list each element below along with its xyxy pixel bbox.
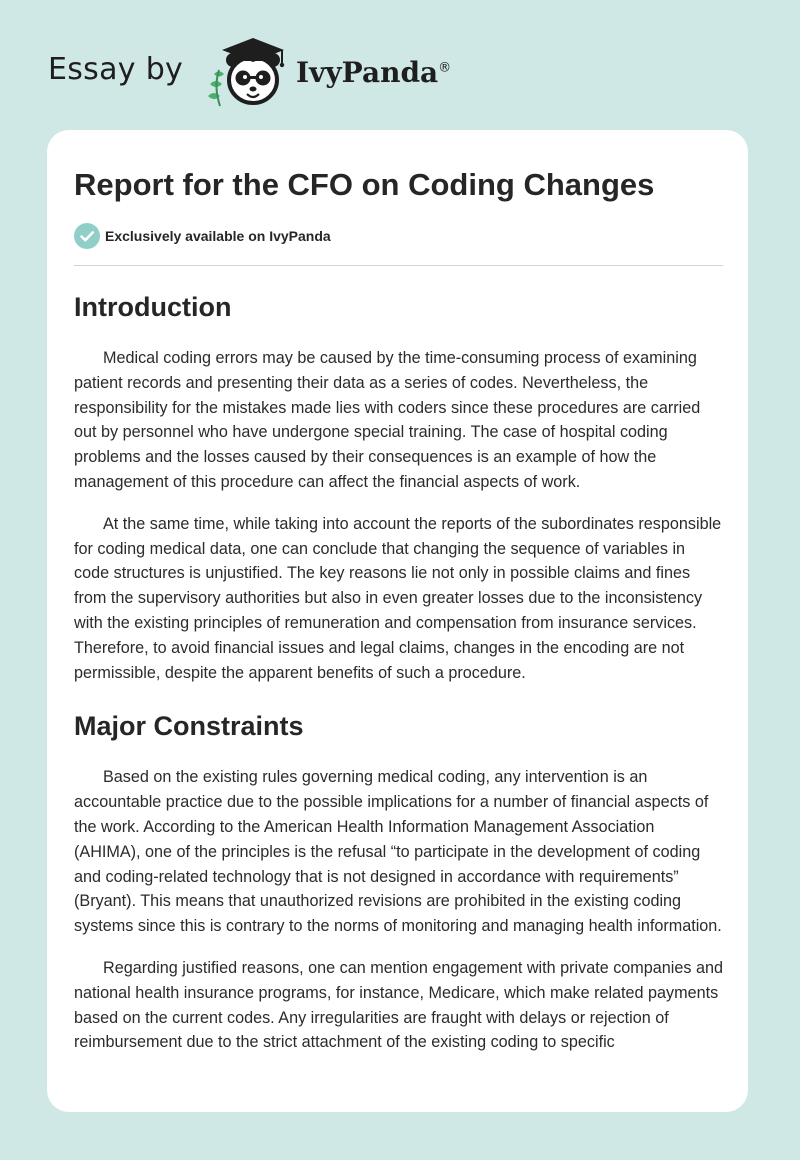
panda-graduate-logo-icon [202,34,290,110]
essay-content [74,166,724,1055]
essay-by-label: Essay by [48,52,184,87]
section-introduction [74,290,724,685]
page-title: Report for the CFO on Coding Changes [74,167,655,202]
registered-mark: ® [438,60,452,76]
check-circle-icon [74,223,100,249]
exclusive-badge [74,222,724,250]
exclusive-badge-label: Exclusively available on IvyPanda [105,228,331,244]
section-heading-major-constraints: Major Constraints [74,711,304,742]
section-major-constraints [74,709,724,1055]
paragraph: Based on the existing rules governing medical coding, any intervention is an accountable practice due to the possible implications for a number of financial aspects of the work. According to the American Health Information Management Association (AHIMA), one of the principles is the refusal “to participate in the development of coding and coding-related technology that is not designed in accordance with requirements” (Bryant). This means that unauthorized revisions are prohibited in the existing coding systems since this is contrary to the norms of monitoring and managing health information. [74,768,722,936]
paragraph: At the same time, while taking into account the reports of the subordinates responsible for coding medical data, one can conclude that changing the sequence of variables in code structures is unjustified. The key reasons lie not only in possible claims and fines from the supervisory authorities but also in even greater losses due to the inconsistency with the existing principles of remuneration and compensation from insurance services. Therefore, to avoid financial issues and legal claims, changes in the encoding are not permissible, despite the apparent benefits of such a procedure. [74,514,722,682]
site-brand[interactable] [48,30,468,110]
paragraph: Medical coding errors may be caused by the time-consuming process of examining patient records and presenting their data as a series of codes. Nevertheless, the responsibility for the mistakes made lies with coders since these procedures are carried out by personnel who have undergone special training. The case of hospital coding problems and the losses caused by their consequences is an example of how the management of this procedure can affect the financial aspects of work. [74,349,701,491]
section-heading-introduction: Introduction [74,292,232,322]
brand-name [296,56,451,89]
paragraph: Regarding justified reasons, one can mention engagement with private companies and national health insurance programs, for instance, Medicare, which make related payments based on the current codes. Any irregularities are fraught with delays or rejection of reimbursement due to the strict attachment of the existing coding to specific [74,958,724,1052]
divider [74,265,723,266]
essay-card [47,130,748,1112]
brand-name-text: IvyPanda [296,56,439,89]
